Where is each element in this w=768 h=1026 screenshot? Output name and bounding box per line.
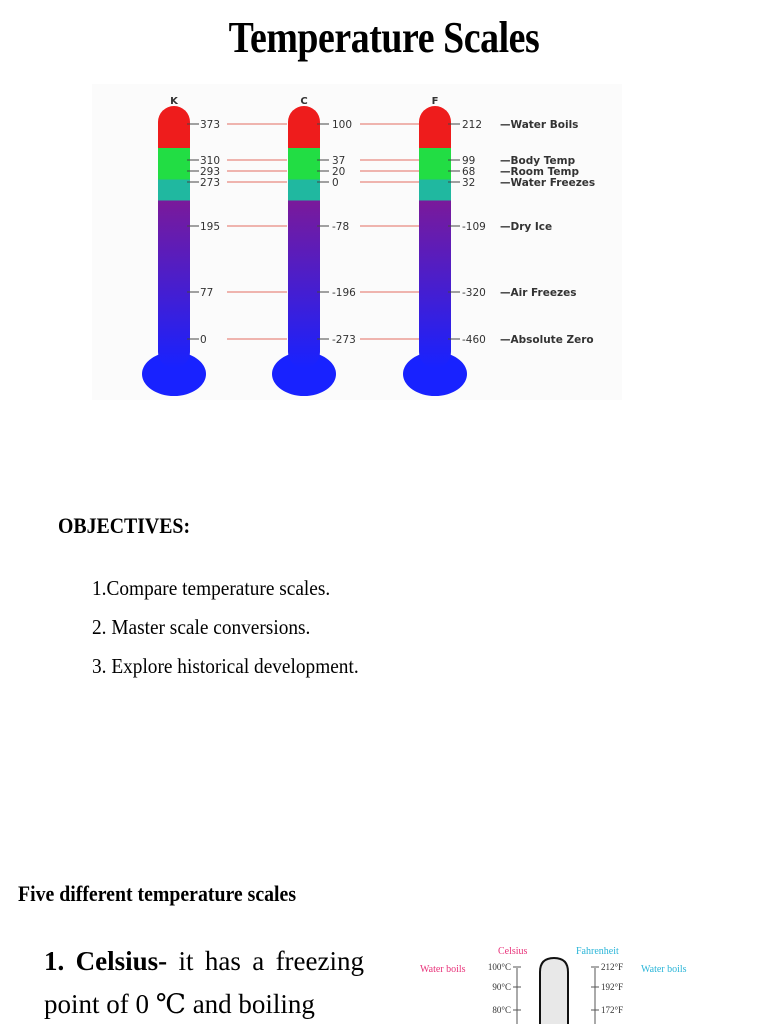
thermometer-figure xyxy=(92,84,622,400)
thermometer-tube xyxy=(419,106,451,368)
scale-value: 195 xyxy=(200,221,221,233)
scale-value: 77 xyxy=(200,287,214,299)
cf-celsius-tick: 90°C xyxy=(492,982,511,992)
cf-left-title: Celsius xyxy=(498,946,528,957)
scale-value: 293 xyxy=(200,166,221,178)
scale-value: 32 xyxy=(462,177,476,189)
cf-celsius-tick: 100°C xyxy=(487,962,511,972)
scale-value: -460 xyxy=(462,334,486,346)
section-heading: Five different temperature scales xyxy=(18,881,297,906)
thermometer-svg xyxy=(92,84,622,400)
scale-value: 212 xyxy=(462,119,483,131)
page-title: Temperature Scales xyxy=(228,13,540,62)
celsius-fahrenheit-figure xyxy=(412,940,712,1024)
scale-value: 0 xyxy=(200,334,207,346)
scale-value: 68 xyxy=(462,166,476,178)
cf-fahrenheit-tick: 192°F xyxy=(601,982,624,992)
cf-fahrenheit-tick: 172°F xyxy=(601,1005,624,1015)
temperature-label: —Body Temp xyxy=(500,155,576,167)
celsius-term: Celsius- xyxy=(75,946,168,976)
scale-value: 0 xyxy=(332,177,339,189)
temperature-label: —Water Freezes xyxy=(500,177,596,189)
celsius-text: it has a freezing point of 0 ℃ and boiling xyxy=(44,946,365,1019)
cf-tube xyxy=(540,958,568,1024)
scale-value: -196 xyxy=(332,287,356,299)
scale-value: 20 xyxy=(332,166,346,178)
objective-item: 2. Master scale conversions. xyxy=(92,615,311,639)
scale-value: -109 xyxy=(462,221,486,233)
scale-letter: K xyxy=(170,96,178,107)
scale-value: 99 xyxy=(462,155,476,167)
scale-value: 310 xyxy=(200,155,221,167)
cf-svg xyxy=(412,940,712,1024)
scale-letter: F xyxy=(431,96,439,107)
temperature-label: —Room Temp xyxy=(500,166,579,178)
thermometer-tube xyxy=(288,106,320,368)
scale-value: 373 xyxy=(200,119,221,131)
objectives-heading: OBJECTIVES: xyxy=(58,513,191,538)
temperature-label: —Water Boils xyxy=(500,119,579,131)
cf-celsius-tick: 80°C xyxy=(492,1005,511,1015)
thermometer-tube xyxy=(158,106,190,368)
scale-value: 273 xyxy=(200,177,221,189)
scale-value: 37 xyxy=(332,155,346,167)
scale-value: -273 xyxy=(332,334,356,346)
celsius-number: 1. xyxy=(44,946,65,976)
celsius-paragraph xyxy=(44,940,364,1026)
temperature-label: —Air Freezes xyxy=(500,287,577,299)
scale-value: -78 xyxy=(332,221,350,233)
objective-item: 1.Compare temperature scales. xyxy=(92,576,331,600)
cf-left-note: Water boils xyxy=(420,964,466,975)
cf-right-title: Fahrenheit xyxy=(576,946,619,957)
scale-value: -320 xyxy=(462,287,486,299)
scale-value: 100 xyxy=(332,119,353,131)
temperature-label: —Absolute Zero xyxy=(500,334,594,346)
cf-right-note: Water boils xyxy=(641,964,687,975)
cf-fahrenheit-tick: 212°F xyxy=(601,962,624,972)
temperature-label: —Dry Ice xyxy=(500,221,553,233)
objective-item: 3. Explore historical development. xyxy=(92,654,359,678)
scale-letter: C xyxy=(300,96,308,107)
